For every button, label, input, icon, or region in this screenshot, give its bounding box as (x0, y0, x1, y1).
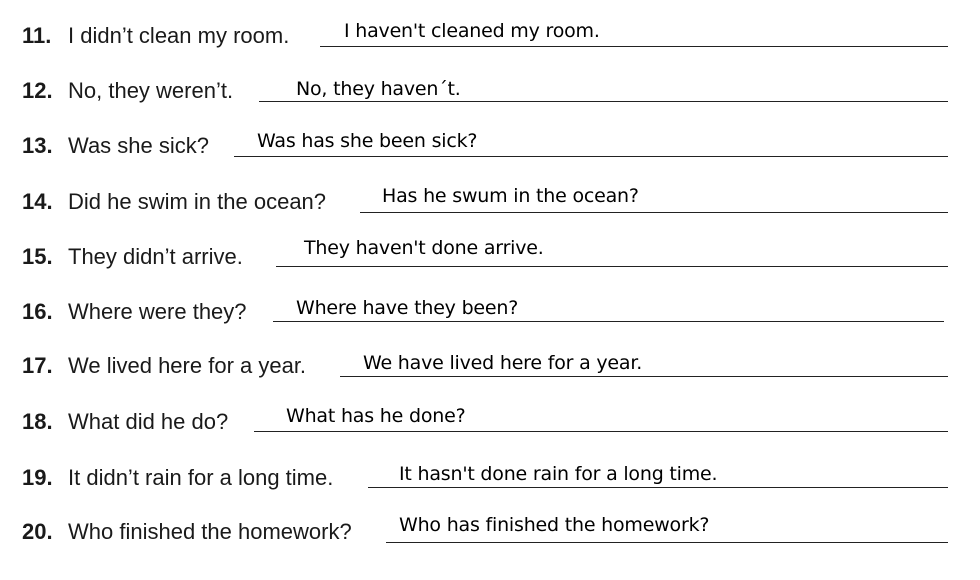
exercise-number: 18. (22, 409, 53, 434)
exercise-number: 13. (22, 133, 53, 158)
exercise-row (0, 20, 980, 60)
exercise-prompt: It didn’t rain for a long time. (68, 465, 334, 490)
answer-text[interactable]: Has he swum in the ocean? (382, 185, 639, 207)
exercise-prompt: Did he swim in the ocean? (68, 189, 327, 214)
exercise-number: 12. (22, 78, 53, 103)
exercise-number: 14. (22, 189, 53, 214)
answer-text[interactable]: Who has finished the homework? (399, 514, 710, 536)
answer-text[interactable]: Where have they been? (296, 297, 519, 319)
answer-line (320, 46, 948, 47)
exercise-row (0, 405, 980, 445)
exercise-row (0, 350, 980, 390)
answer-line (368, 487, 948, 488)
answer-text[interactable]: They haven't done arrive. (304, 237, 544, 259)
answer-text[interactable]: I haven't cleaned my room. (344, 20, 600, 42)
answer-text[interactable]: What has he done? (286, 405, 466, 427)
exercise-row (0, 130, 980, 170)
exercise-prompt: I didn’t clean my room. (68, 23, 290, 48)
answer-line (386, 542, 948, 543)
exercise-prompt: What did he do? (68, 409, 229, 434)
exercise-number: 16. (22, 299, 53, 324)
answer-text[interactable]: No, they haven´t. (296, 78, 461, 100)
answer-line (273, 321, 944, 322)
exercise-row (0, 295, 980, 335)
exercise-row (0, 185, 980, 225)
exercise-prompt: We lived here for a year. (68, 353, 307, 378)
answer-text[interactable]: Was has she been sick? (257, 130, 478, 152)
exercise-number: 17. (22, 353, 53, 378)
exercise-number: 11. (22, 23, 52, 48)
answer-line (360, 212, 948, 213)
answer-line (276, 266, 948, 267)
exercise-row (0, 461, 980, 501)
answer-line (259, 101, 948, 102)
answer-line (340, 376, 948, 377)
exercise-number: 19. (22, 465, 53, 490)
exercise-prompt: Who finished the homework? (68, 519, 352, 544)
answer-text[interactable]: It hasn't done rain for a long time. (399, 463, 718, 485)
exercise-prompt: No, they weren’t. (68, 78, 234, 103)
answer-text[interactable]: We have lived here for a year. (363, 352, 643, 374)
answer-line (254, 431, 948, 432)
exercise-number: 15. (22, 244, 53, 269)
exercise-number: 20. (22, 519, 53, 544)
exercise-prompt: Was she sick? (68, 133, 210, 158)
answer-line (234, 156, 948, 157)
exercise-prompt: Where were they? (68, 299, 247, 324)
exercise-row (0, 75, 980, 115)
exercise-prompt: They didn’t arrive. (68, 244, 243, 269)
exercise-row (0, 516, 980, 556)
exercise-row (0, 237, 980, 280)
